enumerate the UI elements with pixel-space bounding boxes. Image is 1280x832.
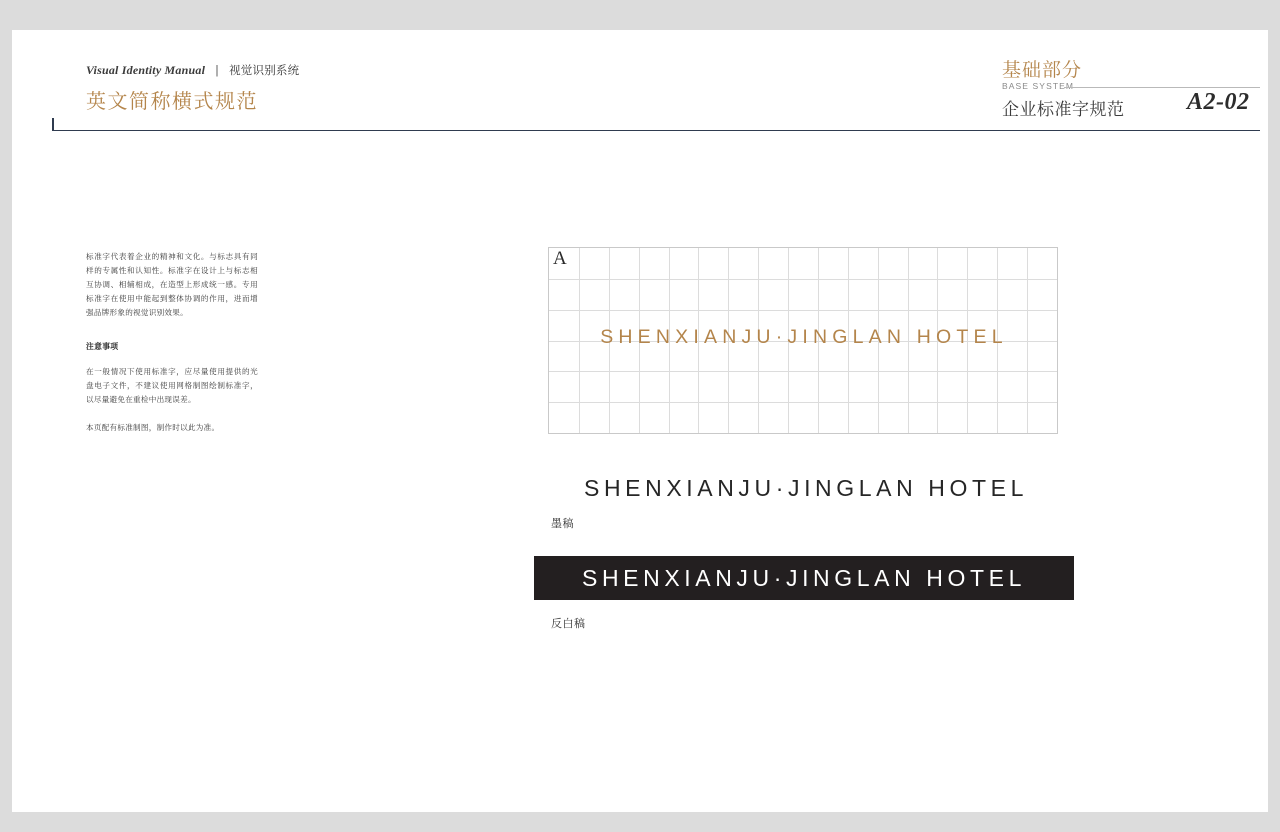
grid-wordmark: SHENXIANJU·JINGLAN HOTEL [600, 326, 1008, 348]
page-right-edge [1268, 30, 1280, 812]
wordmark-positive: SHENXIANJU·JINGLAN HOTEL [584, 475, 1028, 501]
manual-subtitle [86, 62, 299, 78]
page-header [52, 55, 1260, 135]
note-title: 注意事项 [86, 342, 119, 352]
manual-subtitle-divider: | [215, 65, 219, 77]
grid-corner-letter: A [553, 248, 567, 269]
grid-horizontal-line [549, 279, 1057, 280]
manual-subtitle-cn: 视觉识别系统 [229, 65, 300, 77]
page-left-edge [0, 30, 12, 812]
description-column [86, 250, 258, 435]
description-paragraph-3: 本页配有标准制图，制作时以此为准。 [86, 422, 220, 432]
grid-construction-panel [548, 247, 1058, 434]
subsection-label-cn: 企业标准字规范 [1002, 100, 1125, 119]
section-label-cn: 基础部分 [1002, 60, 1083, 81]
header-rule [52, 130, 1260, 131]
header-rule-tick [52, 118, 54, 131]
wordmark-reverse-block [534, 556, 1074, 600]
page-top-band [0, 0, 1280, 30]
caption-positive: 墨稿 [551, 518, 574, 530]
header-section-block [912, 55, 1260, 127]
caption-reverse: 反白稿 [551, 618, 586, 630]
page-bottom-band [0, 812, 1280, 832]
page-code: A2-02 [1187, 89, 1250, 115]
page-title: 英文简称横式规范 [86, 91, 258, 113]
section-rule [1064, 87, 1260, 88]
grid-horizontal-line [549, 371, 1057, 372]
manual-subtitle-en: Visual Identity Manual [86, 63, 206, 77]
wordmark-reverse: SHENXIANJU·JINGLAN HOTEL [582, 565, 1026, 591]
grid-horizontal-line [549, 310, 1057, 311]
section-label-en: BASE SYSTEM [1002, 81, 1075, 91]
description-paragraph-2: 在一般情况下使用标准字，应尽量使用提供的光盘电子文件，不建议使用网格制图绘制标准字，以尽量避免在重检中出现误差。 [86, 366, 258, 404]
grid-horizontal-line [549, 402, 1057, 403]
description-paragraph-1: 标准字代表着企业的精神和文化。与标志具有同样的专属性和认知性。标准字在设计上与标志相互协调、相辅相成，在造型上形成统一感。专用标准字在使用中能起到整体协调的作用，进而增强品牌形象的视觉识别效果。 [86, 252, 258, 318]
